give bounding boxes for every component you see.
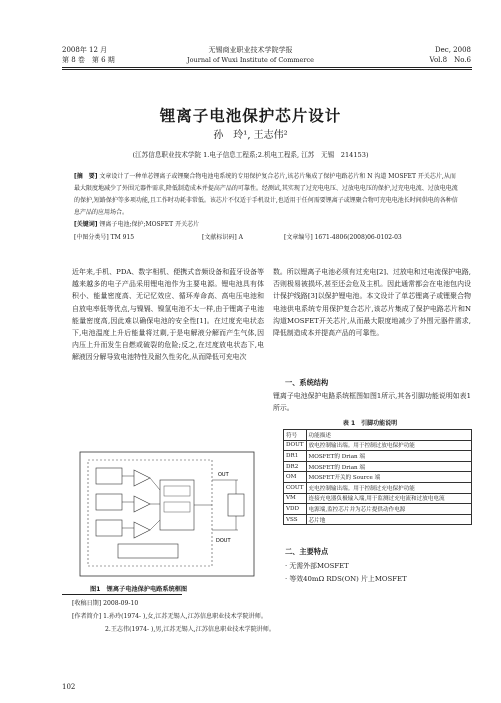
diagram-comparator-1 [134, 470, 150, 486]
diagram-logic-block [160, 480, 194, 530]
diagram-block-c [96, 520, 122, 536]
table-row [284, 514, 472, 525]
diagram-comparator-2 [134, 496, 150, 512]
footnote-rule [62, 594, 182, 595]
keywords-text: 锂离子电池;保护;MOSFET 开关芯片 [99, 221, 200, 228]
figure-1-block-diagram [78, 450, 256, 578]
header-rule-2 [62, 69, 472, 70]
paper-affiliation: (江苏信息职业技术学院 1.电子信息工程系;2.机电工程系, 江苏 无锡 214153) [132, 151, 369, 159]
article-number: [文章编号] 1671-4806(2008)06-0102-03 [284, 234, 402, 241]
table-cell-description: 充电控制输出端。用于控制过充电保护功能 [306, 482, 471, 493]
diagram-logic-sub-2 [164, 502, 190, 512]
table-cell-symbol: DR2 [284, 461, 307, 472]
header-journal-cn: 无锡商业职业技术学院学报 [208, 46, 293, 54]
document-code: [文献标识码] A [202, 234, 243, 241]
diagram-block-a [96, 468, 122, 484]
abstract [74, 171, 460, 219]
section-1-heading: 一、系统结构 [285, 378, 329, 387]
section-2-heading: 二、主要特点 [285, 547, 329, 556]
right-column-intro: 数。所以锂离子电池必须有过充电[2]、过放电和过电流保护电路,否则极易被损坏,甚至还会危及主机。因此通常都会在电池包内设计保护线路[3]以保护锂电池。本文设计了单芯锂离子或锂聚合物电池供电系统专用保护复合芯片,该芯片集成了保护电路芯片和N沟道MOSFET开关芯片,从而最大限度地减少了外围元器件需求,降低制造成本并提高产品的可靠性。 [273, 268, 471, 338]
table-cell-description: 连接充电器负极输入端,用于监测过充电流和过放电电流 [306, 493, 471, 504]
table-row [284, 461, 472, 472]
table-header-cell: 符号 [284, 430, 307, 441]
keywords-label: [关键词] [74, 221, 98, 228]
page-number: 102 [62, 683, 76, 691]
header-date-en: Dec, 2008 [435, 46, 471, 54]
paper-title: 锂离子电池保护芯片设计 [159, 107, 342, 125]
keywords [74, 219, 460, 228]
table-header-cell: 功能描述 [306, 430, 471, 441]
received-date: [收稿日期] 2008-09-10 [72, 600, 139, 607]
table-cell-symbol: COUT [284, 482, 307, 493]
paper-authors: 孙 玲¹, 王志伟² [213, 130, 288, 141]
table-cell-symbol: VSS [284, 514, 307, 525]
author-note-2: 2.王志伟(1974- ),男,江苏无锡人,江苏信息职业技术学院讲师。 [105, 626, 275, 633]
diagram-ic-boundary [88, 460, 212, 566]
table-header-row [284, 430, 472, 441]
diagram-label-dout: DOUT [216, 538, 231, 544]
table-row [284, 472, 472, 483]
footnotes [72, 597, 472, 636]
table-row [284, 493, 472, 504]
table-cell-description: 芯片地 [306, 514, 471, 525]
header-volume-issue: 第 8 卷 第 6 期 [62, 56, 115, 64]
diagram-comparator-3 [134, 522, 150, 538]
feature-item: · 无需外部MOSFET [285, 562, 349, 570]
table-cell-description: MOSFET开关的 Source 端 [306, 472, 471, 483]
diagram-block-b [96, 494, 122, 510]
figure-1-caption: 图1 锂离子电池保护电路系统框图 [90, 586, 188, 593]
abstract-label: [摘 要] [74, 173, 98, 180]
table-row [284, 504, 472, 515]
diagram-logic-sub-1 [164, 486, 190, 496]
header-rule [62, 67, 472, 68]
table-cell-symbol: DOUT [284, 440, 307, 451]
table-cell-symbol: VM [284, 493, 307, 504]
table-cell-symbol: VDD [284, 504, 307, 515]
section-1-text: 锂离子电池保护电路系统框图如图1所示,其各引脚功能说明如表1所示。 [273, 392, 471, 413]
diagram-label-out: OUT [218, 472, 229, 478]
table-cell-symbol: DR1 [284, 451, 307, 462]
diagram-bottom-block [118, 544, 178, 558]
table-cell-description: MOSFET的 Drian 端 [306, 451, 471, 462]
table-cell-description: 放电控制输出端。用于控制过放电保护功能 [306, 440, 471, 451]
abstract-text: 文章设计了一种单芯锂离子或锂聚合物电池电系统的专用保护复合芯片,该芯片集成了保护电路芯片和 N 沟道 MOSFET 开关芯片,从而最大限度地减少了外围元器件需求,降低制造成本并提高产品的可靠性。经测试,其实现了过充电电压、过放电电压的保护,过充电电流、过放电电流的保护,短路保护等多项功能,且工作时功耗非常低。该芯片不仅适于手机设计,也适用于任何需要锂离子或锂聚合物可充电电池长时间供电的各种信息产品的应用场合。 [74, 173, 458, 217]
table-cell-symbol: OM [284, 472, 307, 483]
feature-item: · 等效40mΩ RDS(ON) 片上MOSFET [285, 575, 407, 583]
header-volume-issue-en: Vol.8 No.6 [429, 56, 471, 64]
table-cell-description: 电源端,监控芯片并为芯片提供动作电源 [306, 504, 471, 515]
left-column-text: 近年来,手机、PDA、数字相机、便携式音频设备和蓝牙设备等越来越多的电子产品采用锂电池作为主要电源。锂电池具有体积小、能量密度高、无记忆效应、循环寿命高、高电压电池和自放电率低等优点,与镍镉、镍氢电池不太一样,由于锂离子电池能量密度高,因此难以确保电池的安全性[1]。在过度充电状态下,电池温度上升后能量将过剩,于是电解液分解而产生气体,因内压上升而发生自燃或破裂的危险;反之,在过度放电状态下,电解液因分解导致电池特性及耐久性劣化,从而降低可充电次 [72, 268, 264, 362]
header-journal-en: Journal of Wuxi Institute of Commerce [187, 56, 314, 64]
clc-number: [中图分类号] TM 915 [74, 234, 135, 241]
author-note-1: [作者简介] 1.孙玲(1974- ),女,江苏无锡人,江苏信息职业技术学院讲师。 [72, 613, 267, 620]
table-row [284, 440, 472, 451]
diagram-mosfet-block [228, 494, 244, 516]
table-1-caption: 表 1 引脚功能说明 [342, 420, 398, 427]
table-cell-description: MOSFET的 Drian 端 [306, 461, 471, 472]
table-row [284, 451, 472, 462]
pin-function-table [283, 429, 472, 525]
header-date: 2008年 12 月 [62, 46, 108, 54]
table-row [284, 482, 472, 493]
